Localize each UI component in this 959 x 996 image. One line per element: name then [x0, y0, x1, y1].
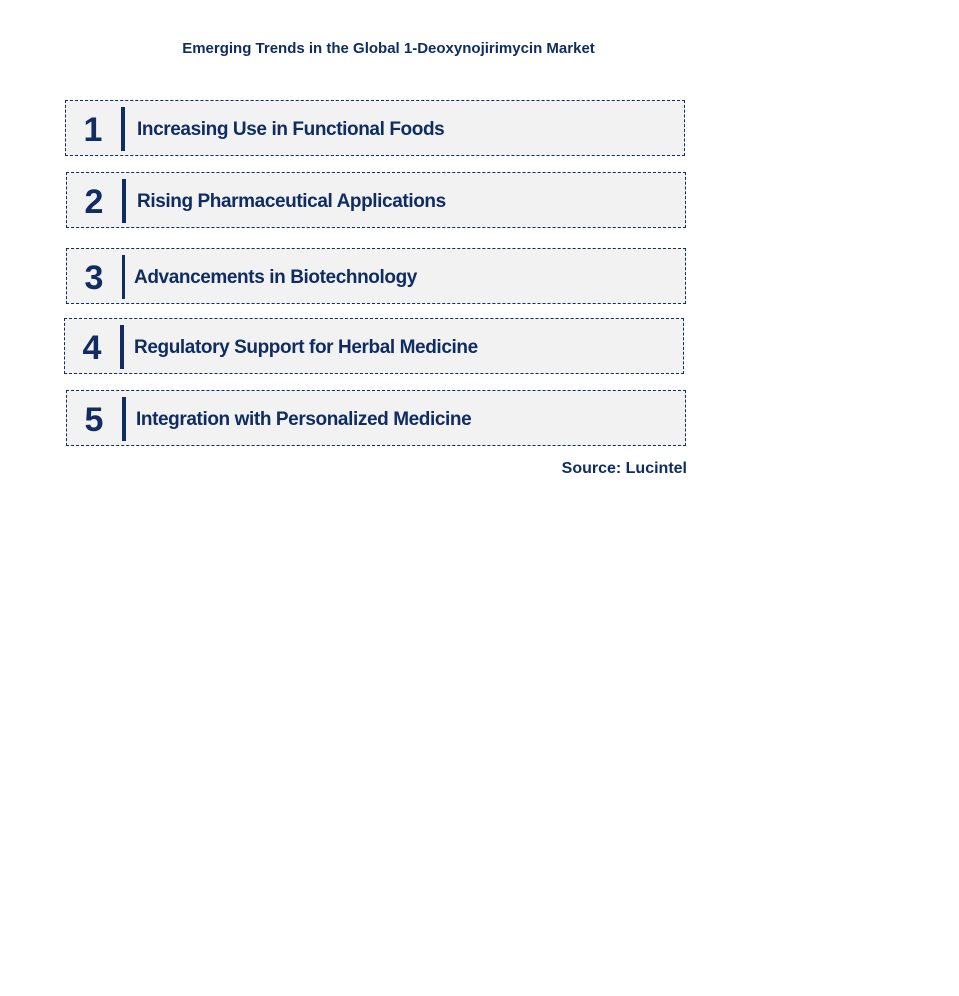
trend-item-4 [64, 318, 684, 374]
trend-item-2 [66, 172, 686, 228]
trend-item-3 [66, 248, 686, 304]
trend-label: Increasing Use in Functional Foods [137, 119, 445, 140]
trend-divider [120, 325, 124, 369]
trend-number: 3 [84, 259, 104, 297]
trend-label: Rising Pharmaceutical Applications [137, 191, 446, 212]
trend-item-1 [65, 100, 685, 156]
trend-number: 2 [84, 183, 104, 221]
diagram-title: Emerging Trends in the Global 1-Deoxynojirimycin Market [182, 40, 595, 57]
trend-divider [122, 397, 126, 441]
trend-label: Regulatory Support for Herbal Medicine [134, 337, 478, 358]
trend-label: Advancements in Biotechnology [134, 267, 417, 288]
trend-item-5 [66, 390, 686, 446]
trend-divider [122, 179, 126, 223]
trend-label: Integration with Personalized Medicine [136, 409, 472, 430]
trend-number: 1 [83, 111, 103, 149]
trend-number: 4 [82, 329, 102, 367]
trend-divider [121, 107, 125, 151]
source-credit: Source: Lucintel [561, 460, 687, 477]
trend-number: 5 [84, 401, 104, 439]
trend-divider [122, 255, 125, 299]
